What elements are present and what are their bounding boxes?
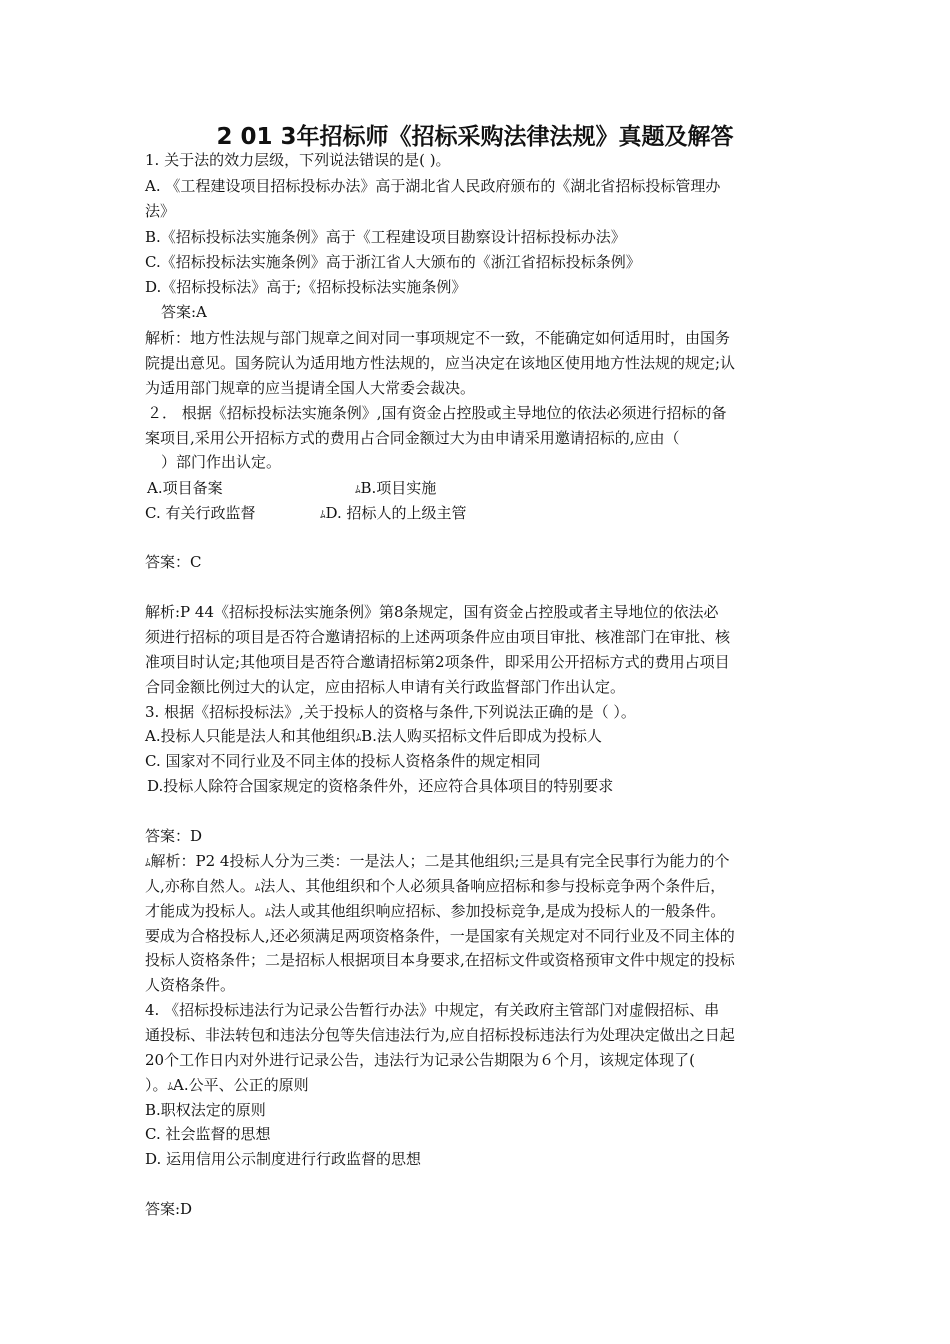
q1-answer: 答案:A: [161, 303, 207, 321]
q2-stem-3: ）部门作出认定。: [161, 453, 282, 471]
q4-stem-3: 20个工作日内对外进行记录公告，违法行为记录公告期限为６个月，该规定体现了(: [145, 1051, 695, 1069]
q2-option-a: A.项目备案: [147, 479, 223, 497]
inline-glyph-icon: ﾑ: [254, 881, 261, 894]
q4-stem-1: 4. 《招标投标违法行为记录公告暂行办法》中规定，有关政府主管部门对虚假招标、串: [145, 1001, 720, 1019]
inline-glyph-icon: ﾑ: [167, 1080, 174, 1093]
q1-explanation-1: 解析：地方性法规与部门规章之间对同一事项规定不一致，不能确定如何适用时，由国务: [145, 329, 731, 347]
q3-explanation-4: 要成为合格投标人,还必须满足两项资格条件，一是国家有关规定对不同行业及不同主体的: [145, 927, 735, 945]
q3-options-ab: A.投标人只能是法人和其他组织ﾑB.法人购买招标文件后即成为投标人: [145, 727, 602, 745]
q4-option-d: D. 运用信用公示制度进行行政监督的思想: [145, 1150, 422, 1168]
q4-answer: 答案:D: [145, 1200, 193, 1218]
q2-explanation-1: 解析:P 44《招标投标法实施条例》第8条规定，国有资金占控股或者主导地位的依法必: [145, 603, 719, 621]
inline-glyph-icon: ﾑ: [320, 508, 326, 521]
q1-option-b: B.《招标投标法实施条例》高于《工程建设项目勘察设计招标投标办法》: [145, 228, 626, 246]
q1-option-c: C.《招标投标法实施条例》高于浙江省人大颁布的《浙江省招标投标条例》: [145, 253, 641, 271]
q2-stem-1: ２． 根据《招标投标法实施条例》,国有资金占控股或主导地位的依法必须进行招标的备: [147, 404, 727, 422]
q4-stem-4-option-a: ）。ﾑA.公平、公正的原则: [145, 1076, 309, 1094]
q3-stem: 3. 根据《招标投标法》,关于投标人的资格与条件,下列说法正确的是（ ）。: [145, 703, 636, 721]
q4-stem-2: 通投标、非法转包和违法分包等失信违法行为,应自招标投标违法行为处理决定做出之日起: [145, 1026, 735, 1044]
q3-answer: 答案：D: [145, 827, 203, 845]
q3-explanation-3: 才能成为投标人。ﾑ法人或其他组织响应招标、参加投标竞争,是成为投标人的一般条件。: [145, 902, 726, 920]
q2-explanation-2: 须进行招标的项目是否符合邀请招标的上述两项条件应由项目审批、核准部门在审批、核: [145, 628, 731, 646]
q2-explanation-3: 准项目时认定;其他项目是否符合邀请招标第2项条件，即采用公开招标方式的费用占项目: [145, 653, 730, 671]
q4-option-b: B.职权法定的原则: [145, 1101, 266, 1119]
inline-glyph-icon: ﾑ: [265, 906, 271, 919]
q3-option-d: D.投标人除符合国家规定的资格条件外，还应符合具体项目的特别要求: [147, 777, 614, 795]
q1-explanation-2: 院提出意见。国务院认为适用地方性法规的，应当决定在该地区使用地方性法规的规定;认: [145, 354, 736, 372]
q2-stem-2: 案项目,采用公开招标方式的费用占合同金额过大为由申请采用邀请招标的,应由（: [145, 429, 680, 447]
document-title: 2 01 3年招标师《招标采购法律法规》真题及解答: [216, 124, 734, 150]
q1-stem: 1. 关于法的效力层级，下列说法错误的是( )。: [145, 151, 451, 169]
inline-glyph-icon: ﾑ: [145, 856, 151, 869]
q2-option-d: ﾑD. 招标人的上级主管: [320, 504, 467, 522]
q4-option-c: C. 社会监督的思想: [145, 1125, 271, 1143]
inline-glyph-icon: ﾑ: [355, 483, 361, 496]
q3-explanation-1: ﾑ解析：P2 4投标人分为三类：一是法人；二是其他组织;三是具有完全民事行为能力的个: [145, 852, 730, 870]
q2-answer: 答案：C: [145, 553, 202, 571]
q1-option-a-cont: 法》: [145, 202, 176, 220]
q1-option-a: A. 《工程建设项目招标投标办法》高于湖北省人民政府颁布的《湖北省招标投标管理办: [145, 177, 721, 195]
q3-explanation-5: 投标人资格条件；二是招标人根据项目本身要求,在招标文件或资格预审文件中规定的投标: [145, 951, 735, 969]
q3-option-c: C. 国家对不同行业及不同主体的投标人资格条件的规定相同: [145, 752, 541, 770]
q3-explanation-6: 人资格条件。: [145, 976, 236, 994]
q2-option-c: C. 有关行政监督: [145, 504, 256, 522]
q1-explanation-3: 为适用部门规章的应当提请全国人大常委会裁决。: [145, 379, 476, 397]
q3-explanation-2: 人,亦称自然人。ﾑ法人、其他组织和个人必须具备响应招标和参与投标竞争两个条件后，: [145, 877, 726, 895]
q2-explanation-4: 合同金额比例过大的认定，应由招标人申请有关行政监督部门作出认定。: [145, 678, 626, 696]
inline-glyph-icon: ﾑ: [355, 731, 362, 744]
q1-option-d: D.《招标投标法》高于;《招标投标法实施条例》: [145, 278, 467, 296]
q2-option-b: ﾑB.项目实施: [355, 479, 437, 497]
